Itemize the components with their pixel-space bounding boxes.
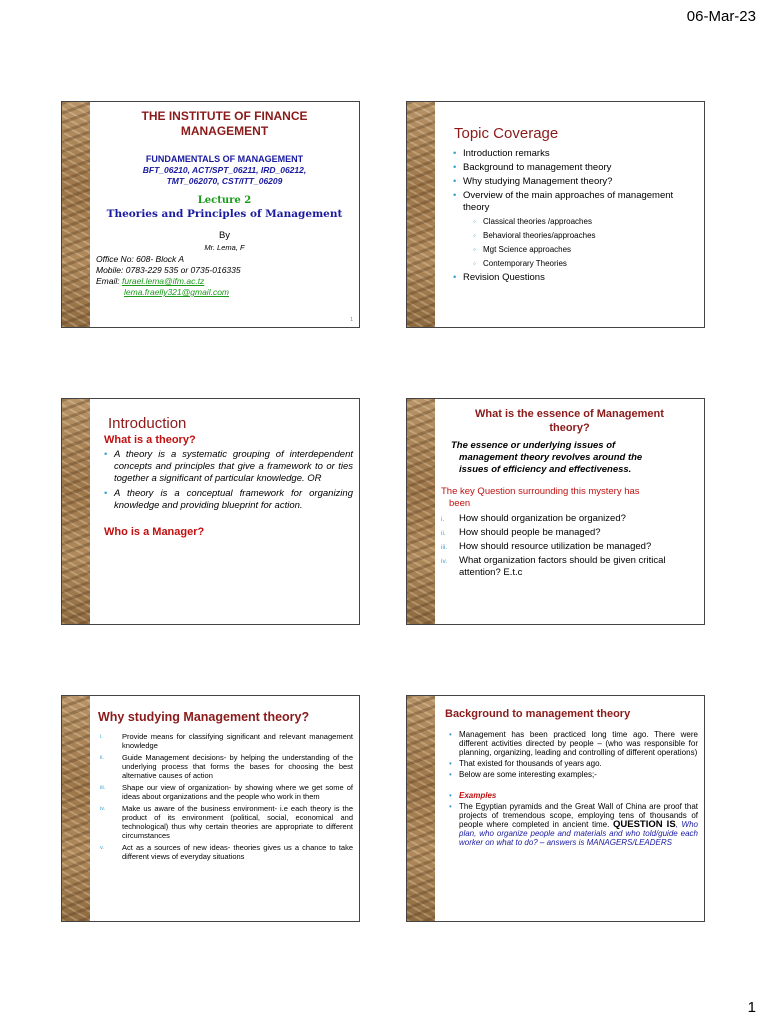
question-label: QUESTION IS (613, 819, 676, 830)
contact-info (96, 254, 353, 298)
slide-title (61, 101, 360, 328)
sub-list-item: ◦ Mgt Science approaches (473, 244, 698, 255)
course-codes: BFT_06210, ACT/SPT_06211, IRD_06212, TMT_062070, CST/ITT_06209 (142, 165, 307, 186)
lecture-topic: Theories and Principles of Management (106, 208, 343, 220)
list-item: i. How should organization be organized? (441, 513, 626, 524)
course-name: FUNDAMENTALS OF MANAGEMENT (145, 154, 304, 164)
sub-list-item: ◦ Classical theories /approaches (473, 216, 698, 227)
list-item: • Overview of the main approaches of management theory ◦ Classical theories /approaches ◦ Behavioral theories/approaches ◦ Mgt Science approaches ◦ Contemporary Theories (453, 190, 698, 269)
decorative-band (62, 399, 90, 624)
list-item: • A theory is a conceptual framework for organizing knowledge and providing blueprint for action. (104, 488, 353, 512)
definition-list (104, 449, 353, 512)
list-item: ii. How should people be managed? (441, 527, 601, 538)
list-item: • Revision Questions (453, 272, 698, 284)
office-line: Office No: 608- Block A (96, 254, 185, 264)
email-link-2[interactable]: lema.fraelly321@gmail.com (124, 287, 230, 297)
email-link-1[interactable]: furael.lema@ifm.ac.tz (121, 276, 205, 286)
decorative-band (62, 696, 90, 921)
list-item: • Introduction remarks (453, 148, 698, 160)
sub-list-item: ◦ Contemporary Theories (473, 258, 698, 269)
decorative-band (62, 102, 90, 327)
slide-introduction (61, 398, 360, 625)
email-line: Email: furael.lema@ifm.ac.tz (96, 276, 205, 286)
slide-page-number: 1 (350, 317, 353, 323)
manager-question: Who is a Manager? (104, 526, 205, 538)
slide-heading: Background to management theory (445, 708, 631, 720)
essence-text: The essence or underlying issues of management theory revolves around the issues of efficiency and effectiveness. (451, 440, 643, 475)
list-item: i. Provide means for classifying significant and relevant management knowledge (100, 732, 353, 750)
decorative-band (407, 102, 435, 327)
topic-list (453, 148, 698, 284)
slide-subheading: What is a theory? (104, 434, 196, 446)
author-name: Mr. Lema, F (204, 243, 245, 252)
slide-heading: Introduction (108, 415, 187, 432)
list-item (449, 791, 698, 800)
header-date: 06-Mar-23 (686, 8, 756, 25)
slide-heading: Why studying Management theory? (98, 710, 310, 724)
list-item: iii. How should resource utilization be managed? (441, 541, 652, 552)
list-item: • A theory is a systematic grouping of interdependent concepts and principles that give a framework to or ties together a significant of particular knowledge. OR (104, 449, 353, 485)
list-item: v. Act as a sources of new ideas- theories gives us a chance to take different views of everyday situations (100, 843, 353, 861)
sub-list-item: ◦ Behavioral theories/approaches (473, 230, 698, 241)
list-item: iv. Make us aware of the business environment- i.e each theory is the product of its environment (political, social, economical and technological) thus why certain theories are appropriate to different circumstances (100, 804, 353, 840)
list-item: iii. Shape our view of organization- by showing where we get some of ideas about organizations and the people who work in them (100, 783, 353, 801)
reasons-list (100, 732, 353, 861)
question-list (441, 513, 698, 579)
key-question-intro: The key Question surrounding this mystery has been (441, 486, 640, 509)
list-item: • Management has been practiced long time ago. There were different activities directed by people – (who was responsible for planning, organizing, leading and controlling of different operations) (449, 730, 698, 757)
slide-heading: What is the essence of Management theory? (475, 408, 664, 434)
list-item: • Background to management theory (453, 162, 698, 174)
decorative-band (407, 399, 435, 624)
institute-title: THE INSTITUTE OF FINANCE MANAGEMENT (141, 109, 308, 138)
list-item: • Below are some interesting examples;- (449, 770, 698, 779)
slide-heading: Topic Coverage (454, 125, 559, 142)
list-item: ii. Guide Management decisions- by helping the understanding of the underlying process that forms the bases for choosing the best alternative causes of action (100, 753, 353, 780)
slide-topic-coverage (406, 101, 705, 328)
by-label: By (218, 230, 231, 241)
slide-background (406, 695, 705, 922)
question-text: , Who plan, who organize people and materials and who told/guide each worker on what to do? – answers is MANAGERS/LEADERS (459, 820, 698, 847)
list-item: • The Egyptian pyramids and the Great Wall of China are proof that projects of tremendous scope, employing tens of thousands of people where completed in ancient time. QUESTION IS, Who plan, who organize people and materials and who told/guide each worker on what to do? – answers is MANAGERS/LEADERS (449, 802, 698, 847)
sub-list (473, 216, 698, 269)
decorative-band (407, 696, 435, 921)
slide-essence (406, 398, 705, 625)
mobile-line: Mobile: 0783-229 535 or 0735-016335 (96, 265, 241, 275)
page-number: 1 (747, 999, 756, 1016)
background-list (449, 730, 698, 847)
list-item: • Why studying Management theory? (453, 176, 698, 188)
list-item: iv. What organization factors should be given critical attention? E.t.c (441, 555, 666, 578)
lecture-number: Lecture 2 (197, 195, 252, 206)
email-line-2 (124, 287, 353, 298)
slide-why-study (61, 695, 360, 922)
list-item: • That existed for thousands of years ago. (449, 759, 698, 768)
examples-label: Examples (459, 791, 497, 800)
